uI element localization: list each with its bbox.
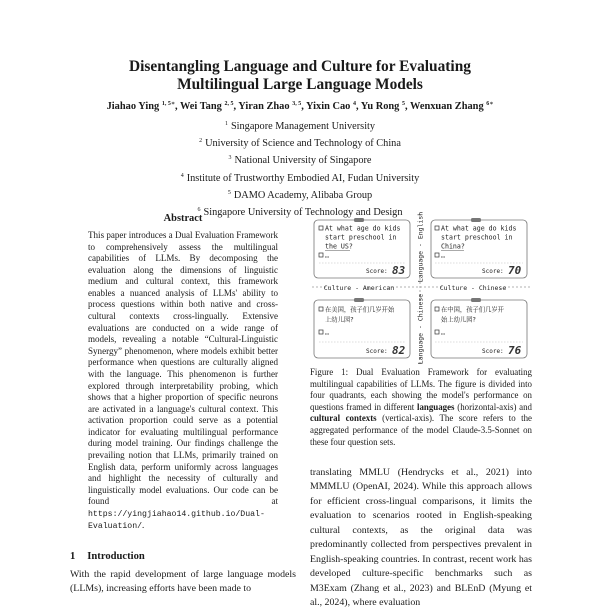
- author-list: Jiahao Ying $^{1, 5∗}$, Wei Tang $^{2, 5}$, Yiran Zhao $^{3, 5}$, Yixin Cao $^4$, Yu Rong $^5$, Wenxuan Zhang $^{6∗}$: [106, 101, 494, 112]
- svg-text:…: …: [441, 328, 445, 337]
- question-line: 在美国，孩子们几岁开始: [325, 306, 395, 314]
- author-name: Yiran Zhao: [238, 101, 290, 112]
- author-name: Yixin Cao: [306, 101, 351, 112]
- question-line: China?: [441, 242, 465, 251]
- author-name: Wenxuan Zhang: [410, 101, 484, 112]
- affiliation: $^2$ University of Science and Technology of China: [199, 138, 401, 150]
- score-value: 76: [508, 344, 522, 357]
- author-marks: 5: [402, 101, 405, 107]
- question-line: At what age do kids: [325, 224, 401, 233]
- svg-text:…: …: [441, 251, 445, 260]
- section-heading-introduction: 1 Introduction: [70, 551, 145, 562]
- question-line: the US?: [325, 242, 353, 251]
- abstract-text: This paper introduces a Dual Evaluation Framework to comprehensively assess the multilingual capabilities of LLMs. By decomposing the evaluation along the dimensions of linguistic medium and cultural context, this framework enables a nuanced analysis of LLMs' ability to process questions within both native and cross-cultural contexts cross-lingually. Extensive evaluations are conducted on a wide range of models, revealing a notable “Cultural-Linguistic Synergy” phenomenon, where models exhibit better performance when questions are culturally aligned with the language. This phenomenon is further explored through interpretability probing, which shows that a higher proportion of specific neurons are activated in a language's cultural context. This activation proportion could serve as a potential indicator for evaluating multilingual performance during model training. Our findings challenge the prevailing notion that LLMs, primarily trained on English data, perform uniformly across languages and highlight the necessity of culturally and linguistically model evaluations. Our code can be found at: [88, 230, 278, 507]
- dual-evaluation-diagram: [310, 212, 532, 366]
- question-line: start preschool in: [441, 233, 513, 242]
- abstract-heading: Abstract: [163, 213, 203, 224]
- score-value: 83: [392, 264, 406, 277]
- figure-1: [310, 212, 532, 366]
- affiliation-list: [0, 117, 600, 220]
- axis-label-culture-chinese: Culture - Chinese: [439, 284, 507, 292]
- affiliation: $^6$ Singapore University of Technology and Design: [197, 207, 403, 219]
- author-name: Yu Rong: [360, 101, 400, 112]
- score-value: 82: [392, 344, 406, 357]
- quadrant-chinese-chinese: [431, 298, 527, 358]
- axis-label-language-english: Language - English: [416, 211, 425, 283]
- author-marks: 2, 5: [224, 101, 234, 107]
- score-label: Score:: [482, 268, 504, 275]
- quadrant-chinese-american: [314, 298, 410, 358]
- score-label: Score:: [482, 348, 504, 355]
- figure-1-caption: Figure 1: Dual Evaluation Framework for evaluating multilingual capabilities of LLMs. The figure is divided into four quadrants, each showing the model's performance on questions framed in different languages (horizontal-axis) and cultural contexts (vertical-axis). The score refers to the aggregated performance of the model Claude-3.5-Sonnet on these four question sets.: [310, 367, 532, 447]
- right-column-text: translating MMLU (Hendrycks et al., 2021) into MMMLU (OpenAI, 2024). While this approach allows for efficient cross-lingual comparisons, it limits the evaluation to scenarios rooted in English-speaking cultural contexts, as the original data was predominantly collected from perspectives prevalent in English-speaking countries. In contrast, recent work has developed culture-specific benchmarks such as M3Exam (Zhang et al., 2023) and BLEnD (Myung et al., 2024), where evaluation: [310, 467, 532, 609]
- score-label: Score:: [366, 268, 388, 275]
- quadrant-english-american: [314, 218, 410, 278]
- code-link[interactable]: https://yingjiahao14.github.io/Dual-Evaluation/: [88, 509, 265, 532]
- introduction-text: With the rapid development of large language models (LLMs), increasing efforts have been made to: [70, 569, 296, 595]
- affiliation: $^3$ National University of Singapore: [228, 155, 372, 167]
- question-line: 上幼儿园?: [325, 316, 354, 324]
- title-line-2: Multilingual Large Language Models: [177, 76, 423, 93]
- title-line-1: Disentangling Language and Culture for Evaluating: [129, 58, 471, 75]
- author-marks: 3, 5: [292, 101, 302, 107]
- score-label: Score:: [366, 348, 388, 355]
- question-line: start preschool in: [325, 233, 397, 242]
- score-value: 70: [508, 264, 522, 277]
- question-line: At what age do kids: [441, 224, 517, 233]
- affiliation: $^4$ Institute of Trustworthy Embodied AI, Fudan University: [180, 172, 420, 184]
- author-marks: 1, 5∗: [161, 101, 175, 107]
- paper-title: [0, 58, 600, 94]
- question-line: 在中国，孩子们几岁开: [441, 306, 504, 314]
- author-marks: 4: [352, 101, 356, 107]
- affiliation: $^5$ DAMO Academy, Alibaba Group: [227, 189, 373, 201]
- svg-text:…: …: [325, 328, 329, 337]
- affiliation: $^1$ Singapore Management University: [224, 121, 376, 132]
- svg-text:…: …: [325, 251, 329, 260]
- question-line: 始上幼儿园?: [441, 316, 476, 324]
- quadrant-english-chinese: [431, 218, 527, 278]
- axis-label-culture-american: Culture - American: [323, 284, 395, 292]
- axis-label-language-chinese: Language - Chinese: [416, 293, 425, 365]
- author-marks: 6∗: [486, 101, 494, 107]
- author-name: Jiahao Ying: [106, 101, 160, 112]
- author-name: Wei Tang: [179, 101, 222, 112]
- abstract-body: This paper introduces a Dual Evaluation Framework to comprehensively assess the multilingual capabilities of LLMs. By decomposing the evaluation along the dimensions of linguistic medium and cultural context, this framework enables a nuanced analysis of LLMs' ability to process questions within both native and cross-cultural contexts cross-lingually. Extensive evaluations are conducted on a wide range of models, revealing a notable “Cultural-Linguistic Synergy” phenomenon, where models exhibit better performance when questions are culturally aligned with the language. This phenomenon is further explored through interpretability probing, which shows that a higher proportion of specific neurons are activated in a language's cultural context. This activation proportion could serve as a potential indicator for evaluating multilingual performance during model training. Our findings challenge the prevailing notion that LLMs, primarily trained on English data, perform uniformly across languages and highlight the necessity of culturally and linguistically model evaluations. Our code can be found at https://yingjiahao14.github.io/Dual-Evaluation/.: [88, 230, 278, 532]
